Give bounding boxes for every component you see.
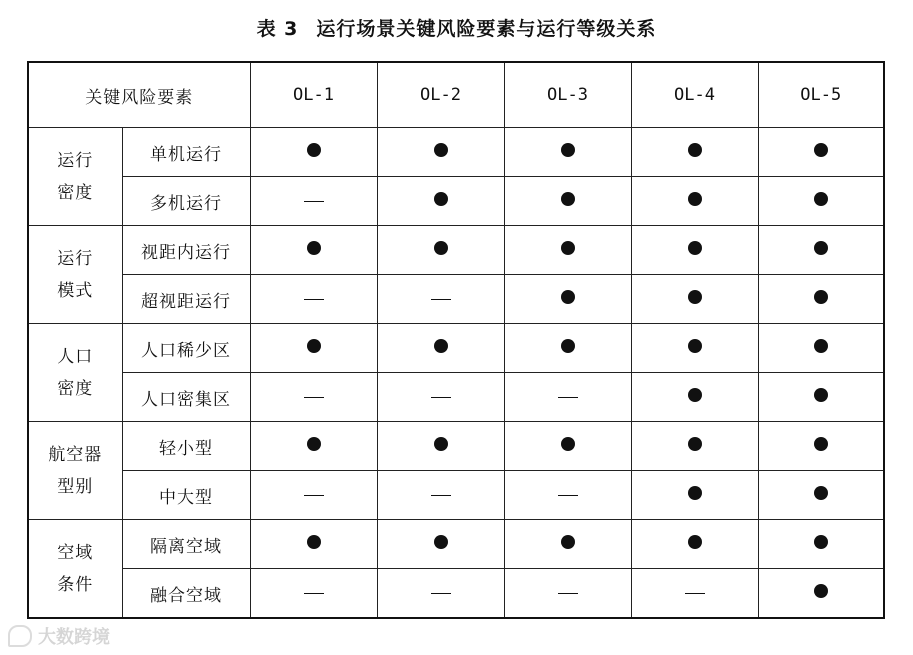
- level-cell: [250, 226, 377, 275]
- sub-factor-label: 隔离空域: [122, 520, 250, 569]
- level-cell: [504, 177, 631, 226]
- table-row: [28, 177, 884, 226]
- group-label-line: 密度: [57, 182, 94, 203]
- level-cell: [504, 275, 631, 324]
- level-cell: [250, 177, 377, 226]
- filled-dot-icon: [688, 388, 702, 402]
- level-cell: [631, 177, 758, 226]
- filled-dot-icon: [561, 535, 575, 549]
- filled-dot-icon: [434, 535, 448, 549]
- dash-icon: [304, 593, 324, 595]
- filled-dot-icon: [307, 535, 321, 549]
- filled-dot-icon: [434, 339, 448, 353]
- sub-factor-label: 轻小型: [122, 422, 250, 471]
- sub-factor-label: 人口密集区: [122, 373, 250, 422]
- filled-dot-icon: [814, 535, 828, 549]
- level-cell: [758, 177, 884, 226]
- filled-dot-icon: [307, 339, 321, 353]
- level-cell: [250, 569, 377, 619]
- filled-dot-icon: [814, 143, 828, 157]
- level-cell: [250, 471, 377, 520]
- table-caption: 运行场景关键风险要素与运行等级关系: [316, 18, 657, 40]
- level-cell: [377, 569, 504, 619]
- dash-icon: [431, 593, 451, 595]
- filled-dot-icon: [688, 290, 702, 304]
- level-cell: [504, 422, 631, 471]
- filled-dot-icon: [688, 535, 702, 549]
- filled-dot-icon: [561, 143, 575, 157]
- group-label-line: 空域: [57, 542, 94, 563]
- dash-icon: [304, 397, 324, 399]
- table-row: [28, 569, 884, 619]
- level-cell: [758, 471, 884, 520]
- filled-dot-icon: [688, 339, 702, 353]
- level-cell: [758, 324, 884, 373]
- filled-dot-icon: [561, 192, 575, 206]
- group-label: [28, 128, 122, 226]
- dash-icon: [431, 397, 451, 399]
- table-row: [28, 128, 884, 177]
- level-cell: [631, 226, 758, 275]
- sub-factor-label: 视距内运行: [122, 226, 250, 275]
- level-header-ol-1: OL-1: [250, 62, 377, 128]
- filled-dot-icon: [307, 437, 321, 451]
- filled-dot-icon: [688, 486, 702, 500]
- table-row: [28, 520, 884, 569]
- dash-icon: [304, 299, 324, 301]
- level-cell: [631, 128, 758, 177]
- filled-dot-icon: [561, 241, 575, 255]
- sub-factor-label: 融合空域: [122, 569, 250, 619]
- dash-icon: [431, 495, 451, 497]
- level-cell: [377, 275, 504, 324]
- filled-dot-icon: [561, 437, 575, 451]
- dash-icon: [558, 397, 578, 399]
- table-title: [0, 14, 913, 41]
- level-cell: [504, 373, 631, 422]
- filled-dot-icon: [814, 339, 828, 353]
- filled-dot-icon: [688, 437, 702, 451]
- level-cell: [631, 373, 758, 422]
- corner-header: 关键风险要素: [28, 62, 250, 128]
- level-cell: [504, 226, 631, 275]
- table-row: [28, 373, 884, 422]
- level-cell: [758, 569, 884, 619]
- level-cell: [377, 520, 504, 569]
- filled-dot-icon: [814, 388, 828, 402]
- table-row: [28, 226, 884, 275]
- risk-level-table: [27, 61, 885, 619]
- level-cell: [250, 324, 377, 373]
- level-cell: [377, 128, 504, 177]
- filled-dot-icon: [307, 143, 321, 157]
- level-cell: [631, 275, 758, 324]
- group-label: [28, 520, 122, 619]
- group-label-line: 模式: [57, 280, 94, 301]
- dash-icon: [431, 299, 451, 301]
- sub-factor-label: 超视距运行: [122, 275, 250, 324]
- level-header-ol-4: OL-4: [631, 62, 758, 128]
- table-row: [28, 275, 884, 324]
- filled-dot-icon: [561, 339, 575, 353]
- level-header-ol-5: OL-5: [758, 62, 884, 128]
- group-label-line: 人口: [57, 346, 94, 367]
- dash-icon: [558, 495, 578, 497]
- level-cell: [377, 324, 504, 373]
- level-cell: [504, 569, 631, 619]
- table-row: [28, 422, 884, 471]
- table-row: [28, 471, 884, 520]
- level-cell: [758, 422, 884, 471]
- level-cell: [377, 373, 504, 422]
- filled-dot-icon: [814, 290, 828, 304]
- sub-factor-label: 多机运行: [122, 177, 250, 226]
- dash-icon: [304, 495, 324, 497]
- dash-icon: [304, 201, 324, 203]
- table-row: [28, 324, 884, 373]
- level-cell: [250, 520, 377, 569]
- filled-dot-icon: [434, 437, 448, 451]
- level-cell: [250, 422, 377, 471]
- sub-factor-label: 人口稀少区: [122, 324, 250, 373]
- level-cell: [504, 128, 631, 177]
- group-label-line: 型别: [57, 476, 94, 497]
- level-cell: [758, 275, 884, 324]
- level-cell: [758, 226, 884, 275]
- level-cell: [631, 520, 758, 569]
- level-cell: [377, 226, 504, 275]
- group-label-line: 密度: [57, 378, 94, 399]
- group-label-line: 条件: [57, 574, 94, 595]
- filled-dot-icon: [814, 241, 828, 255]
- sub-factor-label: 中大型: [122, 471, 250, 520]
- sub-factor-label: 单机运行: [122, 128, 250, 177]
- filled-dot-icon: [814, 192, 828, 206]
- watermark-text: 大数跨境: [38, 627, 110, 648]
- watermark-logo-icon: [8, 625, 32, 647]
- level-header-ol-2: OL-2: [377, 62, 504, 128]
- level-header-ol-3: OL-3: [504, 62, 631, 128]
- level-cell: [504, 520, 631, 569]
- group-label-line: 运行: [57, 248, 94, 269]
- filled-dot-icon: [688, 143, 702, 157]
- filled-dot-icon: [688, 192, 702, 206]
- group-label-line: 航空器: [48, 444, 103, 465]
- filled-dot-icon: [814, 486, 828, 500]
- level-cell: [504, 471, 631, 520]
- level-cell: [377, 422, 504, 471]
- level-cell: [250, 275, 377, 324]
- level-cell: [631, 324, 758, 373]
- level-cell: [250, 128, 377, 177]
- dash-icon: [685, 593, 705, 595]
- level-cell: [250, 373, 377, 422]
- filled-dot-icon: [307, 241, 321, 255]
- dash-icon: [558, 593, 578, 595]
- level-cell: [758, 520, 884, 569]
- header-row: [28, 62, 884, 128]
- filled-dot-icon: [434, 143, 448, 157]
- group-label: [28, 324, 122, 422]
- filled-dot-icon: [814, 437, 828, 451]
- level-cell: [758, 373, 884, 422]
- filled-dot-icon: [434, 192, 448, 206]
- level-cell: [631, 569, 758, 619]
- level-cell: [377, 471, 504, 520]
- group-label: [28, 422, 122, 520]
- level-cell: [758, 128, 884, 177]
- watermark: [8, 622, 110, 650]
- table-number: 表 3: [256, 18, 299, 40]
- level-cell: [631, 471, 758, 520]
- group-label-line: 运行: [57, 150, 94, 171]
- filled-dot-icon: [814, 584, 828, 598]
- filled-dot-icon: [434, 241, 448, 255]
- level-cell: [631, 422, 758, 471]
- filled-dot-icon: [688, 241, 702, 255]
- filled-dot-icon: [561, 290, 575, 304]
- level-cell: [504, 324, 631, 373]
- level-cell: [377, 177, 504, 226]
- group-label: [28, 226, 122, 324]
